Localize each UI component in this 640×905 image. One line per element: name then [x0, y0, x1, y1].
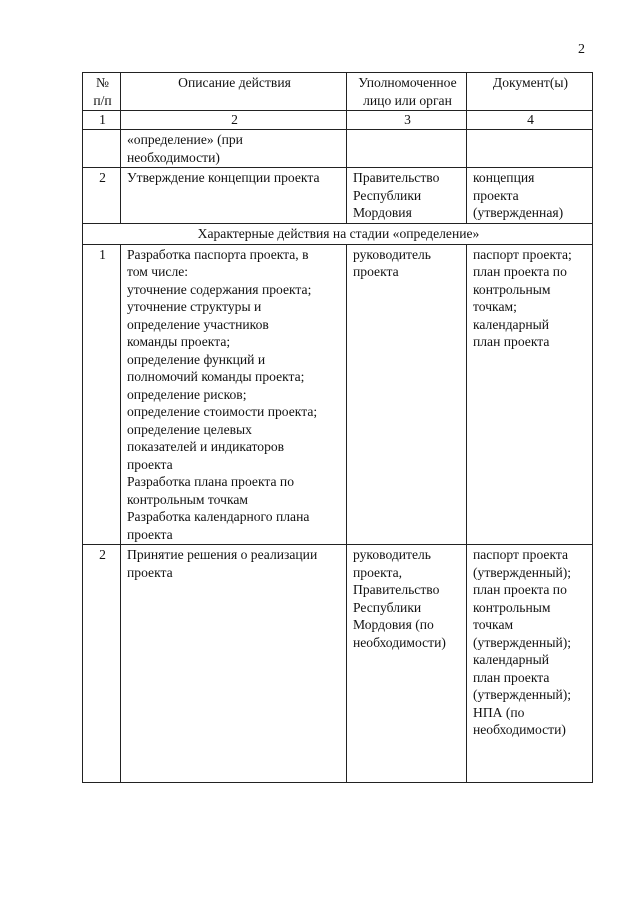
document-line: контрольным: [473, 599, 551, 615]
authority-line: Правительство: [353, 582, 440, 597]
description-line: полномочий команды проекта;: [127, 369, 305, 384]
row-documents: [467, 168, 593, 224]
authority-line: необходимости): [353, 634, 446, 650]
authority-line: руководитель: [353, 547, 432, 562]
table-row-implementation-decision: [83, 545, 593, 783]
description-line: Разработка паспорта проекта, в: [127, 246, 309, 262]
row-num: 2: [83, 545, 121, 783]
description-line: уточнение структуры и: [127, 299, 262, 314]
header-description: Описание действия: [121, 73, 347, 111]
table-row-passport-development: [83, 244, 593, 545]
description-line: Разработка плана проекта по: [127, 474, 295, 489]
row-num: 1: [83, 244, 121, 545]
description-line: определение участников: [127, 316, 269, 332]
description-line: том числе:: [127, 264, 189, 279]
document-line: контрольным: [473, 281, 551, 297]
row-description: [121, 168, 347, 224]
description-line: контрольным точкам: [127, 491, 248, 507]
document-line: паспорт проекта: [473, 547, 569, 562]
description-line: проекта: [127, 456, 173, 472]
row-documents: [467, 545, 593, 783]
row-authority: [347, 244, 467, 545]
row-num: 2: [83, 168, 121, 224]
description-line: проекта: [127, 564, 173, 580]
description-line: необходимости): [127, 149, 220, 165]
row-description: [121, 244, 347, 545]
header-num-line-2: п/п: [93, 92, 112, 108]
document-line: точкам;: [473, 299, 517, 314]
row-documents: [467, 244, 593, 545]
document-line: точкам: [473, 617, 514, 632]
row-description: [121, 130, 347, 168]
description-line: показателей и индикаторов: [127, 439, 285, 454]
row-description: [121, 545, 347, 783]
authority-line: проекта,: [353, 564, 403, 580]
document-line: (утвержденный);: [473, 564, 572, 580]
header-documents: Документ(ы): [467, 73, 593, 111]
document-line: план проекта: [473, 669, 550, 685]
document-line: (утвержденная): [473, 205, 564, 220]
column-number: 3: [347, 111, 467, 130]
description-line: проекта: [127, 526, 173, 542]
authority-line: Правительство: [353, 170, 440, 185]
authority-line: проекта: [353, 264, 399, 279]
description-line: команды проекта;: [127, 334, 231, 349]
description-line: «определение» (при: [127, 132, 243, 147]
authority-line: руководитель: [353, 246, 432, 262]
row-num: [83, 130, 121, 168]
description-line: определение целевых: [127, 421, 252, 437]
document-line: (утвержденный);: [473, 687, 572, 702]
document-line: календарный: [473, 316, 550, 332]
header-num: [83, 73, 121, 111]
document-line: (утвержденный);: [473, 634, 572, 650]
authority-line: Республики: [353, 187, 422, 203]
document-line: план проекта: [473, 334, 550, 349]
authority-line: Мордовия (по: [353, 617, 434, 632]
row-authority: [347, 545, 467, 783]
column-number-row: [83, 111, 593, 130]
header-authority-line-1: Уполномоченное: [358, 75, 457, 90]
header-authority: [347, 73, 467, 111]
column-number: 4: [467, 111, 593, 130]
document-line: концепция: [473, 170, 535, 185]
document-line: НПА (по: [473, 704, 525, 720]
page-number: 2: [578, 42, 585, 57]
document-line: план проекта по: [473, 264, 567, 279]
document-line: необходимости): [473, 722, 566, 737]
authority-line: Республики: [353, 599, 422, 615]
document-line: план проекта по: [473, 582, 567, 597]
row-documents: [467, 130, 593, 168]
description-line: уточнение содержания проекта;: [127, 281, 312, 297]
document-line: проекта: [473, 187, 519, 203]
description-line: определение стоимости проекта;: [127, 404, 318, 419]
column-number: 2: [121, 111, 347, 130]
description-line: определение рисков;: [127, 386, 247, 402]
table-row-continued: [83, 130, 593, 168]
actions-table: [82, 72, 593, 783]
stage-title-row: [83, 224, 593, 245]
description-line: Принятие решения о реализации: [127, 547, 318, 562]
row-authority: [347, 168, 467, 224]
header-num-line-1: №: [96, 75, 109, 90]
table-header-row: [83, 73, 593, 111]
description-line: Утверждение концепции проекта: [127, 170, 320, 185]
stage-title: Характерные действия на стадии «определение»: [83, 224, 593, 245]
document-line: календарный: [473, 652, 550, 667]
description-line: Разработка календарного плана: [127, 509, 310, 524]
description-line: определение функций и: [127, 351, 266, 367]
document-line: паспорт проекта;: [473, 246, 572, 262]
row-authority: [347, 130, 467, 168]
column-number: 1: [83, 111, 121, 130]
authority-line: Мордовия: [353, 205, 412, 220]
header-authority-line-2: лицо или орган: [363, 92, 452, 108]
table-row-concept-approval: [83, 168, 593, 224]
